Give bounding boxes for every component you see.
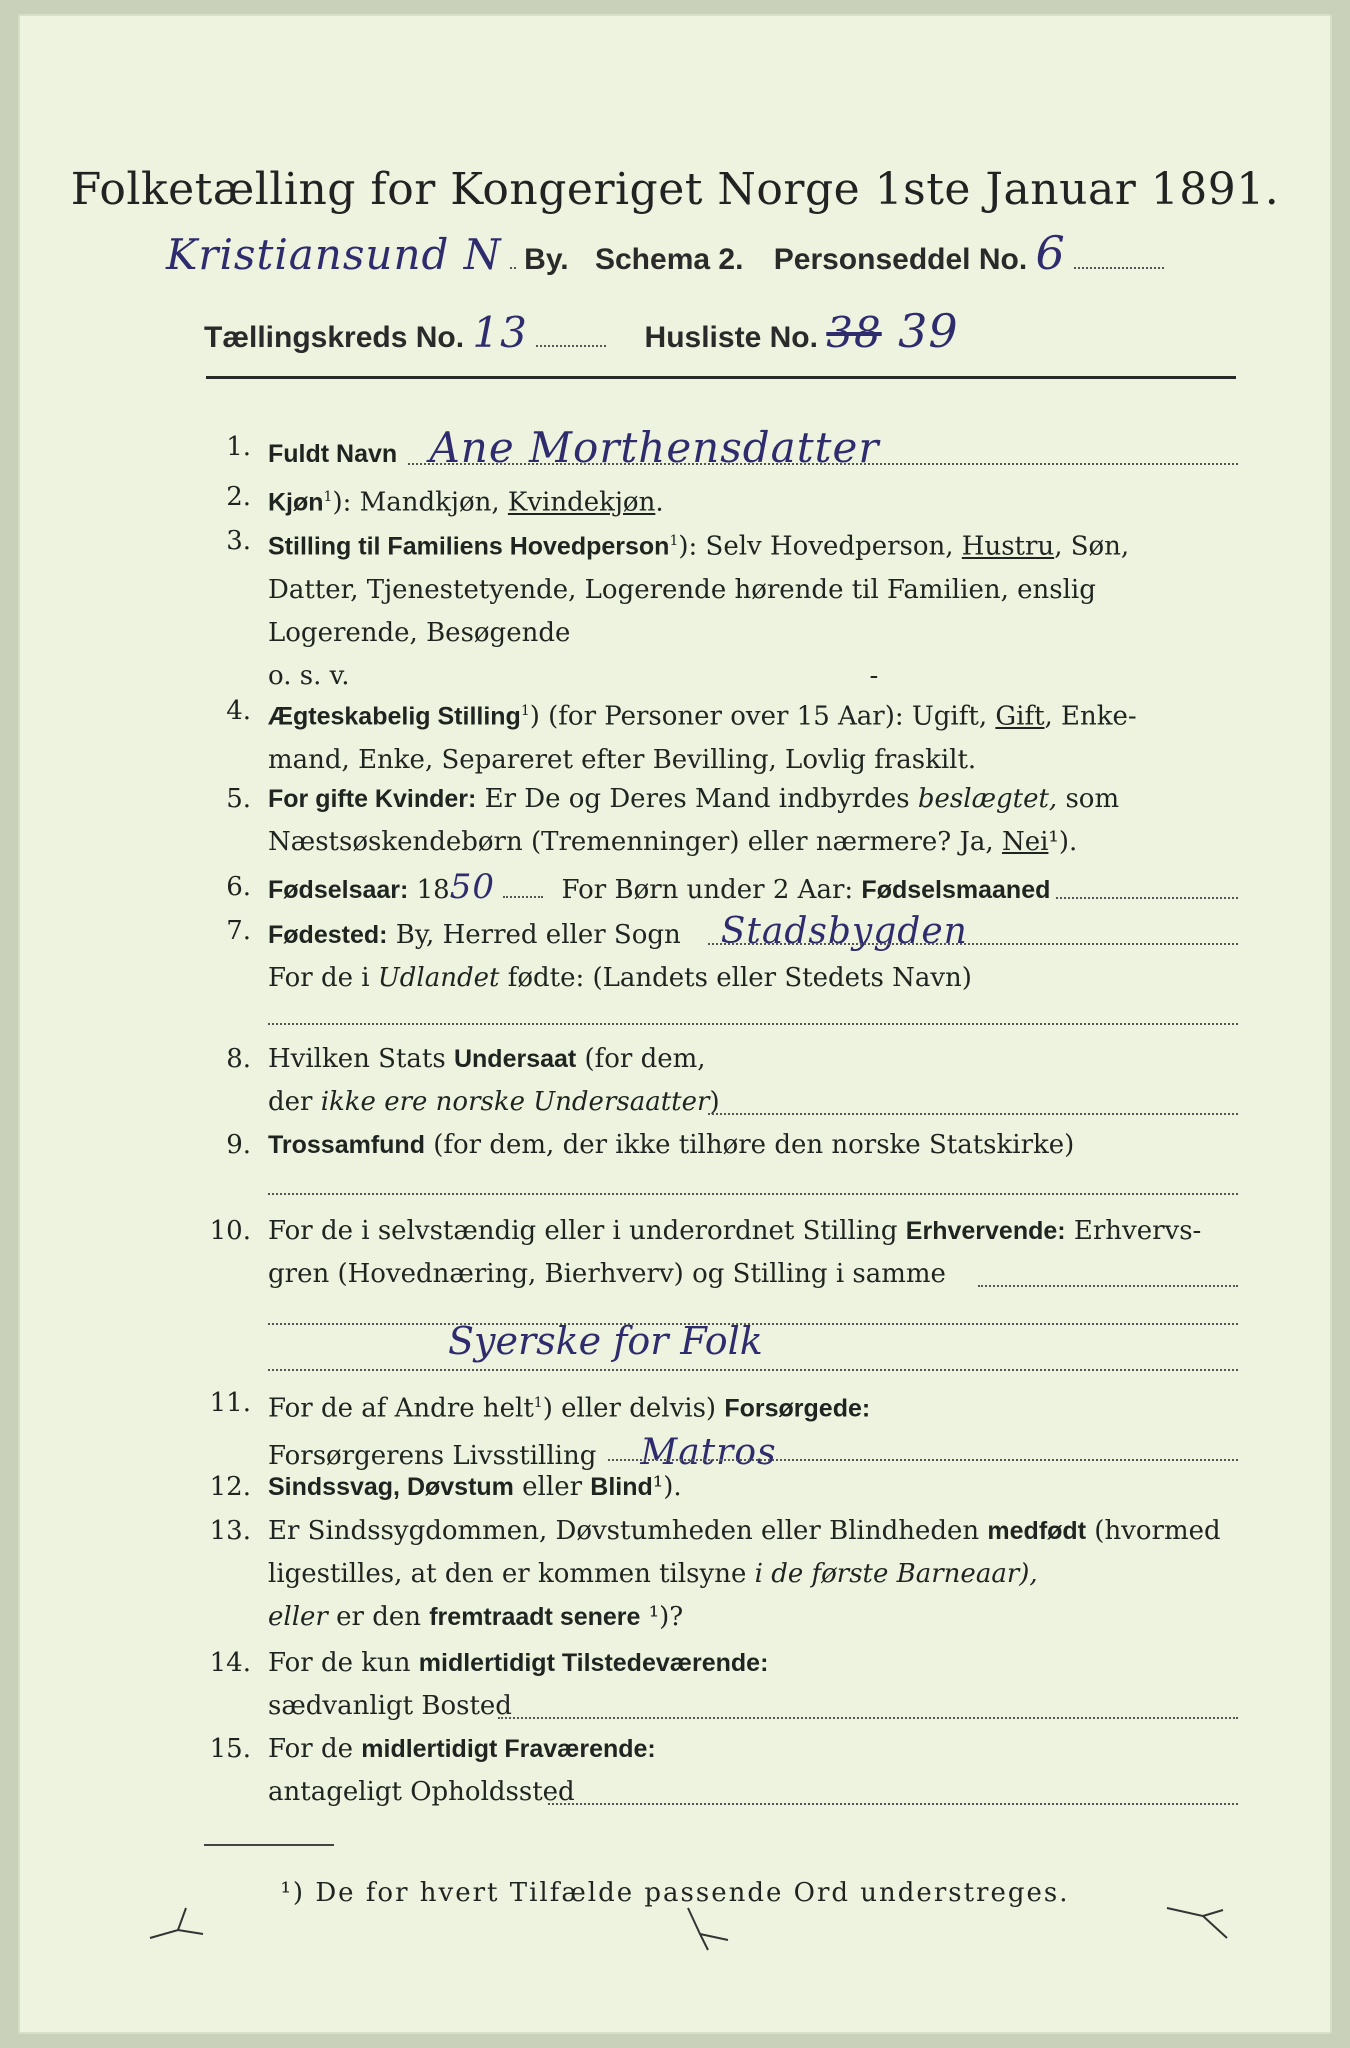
city-row [166, 226, 1164, 280]
personseddel-label: Personseddel No. [773, 243, 1028, 276]
provider-occupation-value: Matros [640, 1431, 777, 1473]
item-1-label: Fuldt Navn [268, 440, 398, 468]
corner-mark-icon [678, 1904, 738, 1954]
header-rule [206, 376, 1236, 379]
form-title: Folketælling for Kongeriget Norge 1ste Januar 1891. [70, 164, 1280, 215]
selected-position: Hustru [961, 531, 1055, 562]
census-form-page: Folketælling for Kongeriget Norge 1ste Januar 1891. Kristiansund N By. Schema 2. Personseddel No. 6 Tællingskreds No. 13 Husliste No. 38 39 1. Fuldt Navn Ane Morthensdatter 2. Kjøn$^1$): Mandkjøn, Kvindekjøn. 3. Stilling til Familiens Hovedperson$^1$): Selv Hovedperson, Hustru, Søn, Datter, Tjenestetyende, Logerende hørende til Familien, enslig Logerende, Besøgende o. s. v. - 4. Ægteskabelig Stilling$^1$) (for Personer over 15 Aar): Ugift, Gift, Enke- mand, Enke, Separeret efter Bevilling, Lovlig fraskilt. 5. For gifte Kvinder: Er De og Deres Mand indbyrdes beslægtet, som Næstsøskendebørn (Tremenninger) eller nærmere? Ja, Nei¹). 6. Fødselsaar: 1850 For Børn under 2 Aar: Fødselsmaaned 7. Fødested: By, Herred eller Sogn Stadsbygden For de i Udlandet fødte: (Landets eller Stedets Navn) 8. Hvilken Stats Undersaat (for dem, der ikke ere norske Undersaatter) 9. Trossamfund (for dem, der ikke tilhøre den norske Statskirke) 10. For de i selvstændig eller i underordnet Stilling Erhvervende: Erhvervs- gren (Hovednæring, Bierhverv) og Stilling i samme Syerske for Folk 11. For de af Andre helt$^1$) eller delvis) Forsørgede: Forsørgerens Livsstilling Matros 12. Sindssvag, Døvstum eller Blind¹). 13. Er Sindssygdommen, Døvstumheden eller Blindheden medfødt (hvormed ligestilles, at den er kommen tilsyne i de første Barneaar), eller er den fremtraadt senere ¹)? 14. For de kun midlertidigt Tilstedeværende: sædvanligt Bosted 15. For de midlertidigt Fraværende: antageligt Opholdssted ¹) De for hvert Tilfælde passende Ord understreges. [18, 14, 1332, 2034]
footnote: ¹) De for hvert Tilfælde passende Ord understreges. [280, 1878, 1070, 1908]
item-3-label: Stilling til Familiens Hovedperson [268, 532, 670, 561]
by-label: By. [524, 243, 569, 276]
occupation-value: Syerske for Folk [448, 1319, 763, 1363]
selected-marital-status: Gift [995, 701, 1045, 732]
item-10-label: Erhvervende: [905, 1217, 1066, 1245]
footnote-rule [204, 1844, 334, 1846]
kreds-label: Tællingskreds No. [204, 321, 465, 354]
item-15-label: midlertidigt Fraværende: [361, 1735, 656, 1763]
item-6-label: Fødselsaar: [268, 876, 409, 904]
item-9-label: Trossamfund [268, 1131, 425, 1159]
full-name-value: Ane Morthensdatter [429, 423, 880, 472]
birthplace-value: Stadsbygden [720, 911, 968, 952]
kreds-row [204, 304, 959, 358]
city-handwritten: Kristiansund N [166, 230, 502, 279]
item-12-label: Sindssvag, Døvstum [268, 1473, 514, 1501]
item-14-label: midlertidigt Tilstedeværende: [418, 1649, 769, 1677]
item-2-label: Kjøn [268, 488, 324, 517]
schema-label: Schema 2. [594, 243, 744, 276]
corner-mark-icon [1163, 1904, 1233, 1944]
item-4-label: Ægteskabelig Stilling [268, 702, 521, 731]
item-11-label: Forsørgede: [724, 1394, 871, 1423]
selected-gender: Kvindekjøn [507, 487, 656, 518]
birth-year-value: 50 [449, 867, 495, 907]
item-8-label: Undersaat [453, 1045, 577, 1073]
kreds-number: 13 [472, 308, 528, 357]
item-5-label: For gifte Kvinder: [268, 785, 477, 813]
selected-related: Nei [1001, 827, 1049, 857]
personseddel-number: 6 [1035, 226, 1066, 280]
husliste-struck-number: 38 [826, 308, 882, 357]
husliste-label: Husliste No. [644, 321, 818, 354]
husliste-number: 39 [898, 304, 959, 358]
corner-mark-icon [148, 1904, 208, 1944]
item-7-label: Fødested: [268, 921, 388, 949]
item-13-label: medfødt [987, 1517, 1087, 1545]
